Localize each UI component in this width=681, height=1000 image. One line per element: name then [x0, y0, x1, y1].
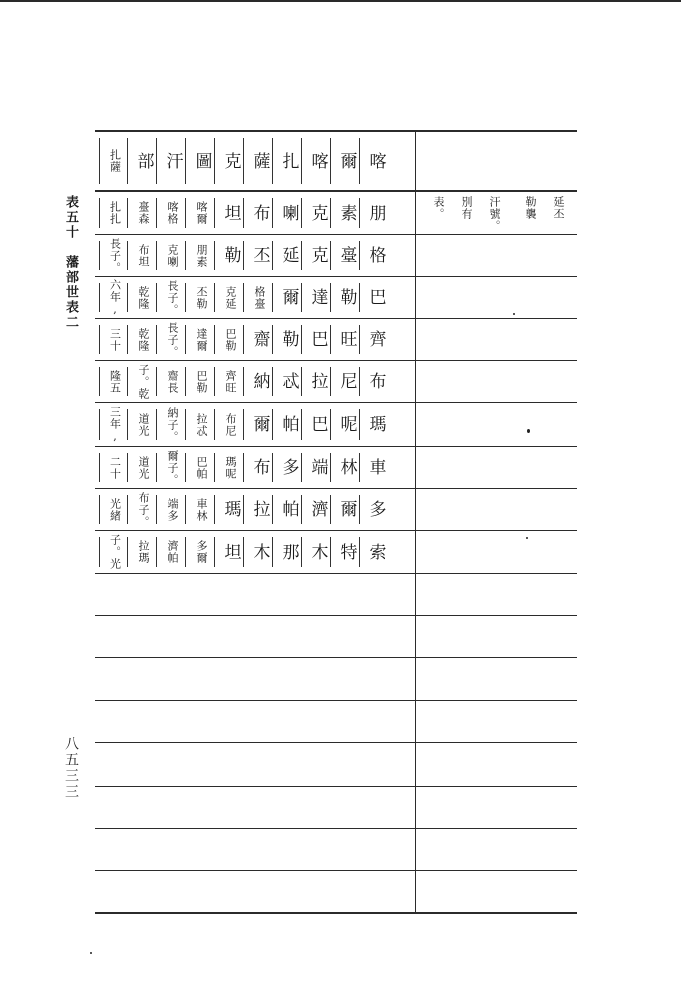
table-cell: 㙶 — [330, 235, 359, 276]
ink-speck — [527, 429, 530, 433]
row-rule — [95, 742, 577, 743]
table-cell: 乾隆 — [127, 319, 156, 360]
ink-speck — [513, 313, 515, 315]
table-cell: 布尼 — [214, 403, 243, 446]
table-cell: 爾 — [243, 403, 272, 446]
table-cell: 濟帕 — [156, 531, 185, 573]
table-cell: 喇 — [272, 192, 301, 234]
table-cell: 忒 — [272, 361, 301, 402]
table-cell: 丕 — [243, 235, 272, 276]
table-cell: 朋 — [359, 192, 388, 234]
table-row — [95, 447, 415, 488]
table-cell: 爾 — [272, 277, 301, 318]
table-cell: 特 — [330, 531, 359, 573]
table-cell: 巴 — [301, 403, 330, 446]
table-cell: 瑪 — [359, 403, 388, 446]
row-rule — [95, 828, 577, 829]
table-cell: 索 — [359, 531, 388, 573]
table-cell: 瑪呢 — [214, 447, 243, 488]
table-cell: 旺 — [330, 319, 359, 360]
table-cell: 濟 — [301, 489, 330, 530]
table-row — [95, 277, 415, 318]
table-cell: 格㙶 — [243, 277, 272, 318]
header-cell: 扎 — [272, 132, 301, 190]
header-cell: 喀 — [359, 132, 388, 190]
table-cell: 克喇 — [156, 235, 185, 276]
header-cell: 克 — [214, 132, 243, 190]
header-row — [95, 132, 415, 190]
right-note: 別有 — [460, 196, 473, 220]
table-cell: 三年, — [99, 403, 127, 446]
table-cell: 那 — [272, 531, 301, 573]
table-cell: 納 — [243, 361, 272, 402]
table-cell: 朋素 — [185, 235, 214, 276]
table-cell: 齋長 — [156, 361, 185, 402]
table-row — [95, 403, 415, 446]
table-cell: 帕 — [272, 403, 301, 446]
margin-title: 表五十 藩部世表二 — [63, 195, 78, 330]
header-cell: 扎薩 — [99, 132, 127, 190]
table-cell: 多 — [359, 489, 388, 530]
table-row — [95, 531, 415, 573]
ink-speck — [90, 952, 92, 954]
table-cell: 達 — [301, 277, 330, 318]
table-cell: 素 — [330, 192, 359, 234]
table-cell: 車 — [359, 447, 388, 488]
table-cell: 長子。 — [99, 235, 127, 276]
table-cell: 坦 — [214, 531, 243, 573]
table-cell: 勒 — [214, 235, 243, 276]
header-cell: 薩 — [243, 132, 272, 190]
table-cell: 道光 — [127, 403, 156, 446]
table-row — [95, 235, 415, 276]
ink-speck — [526, 537, 528, 539]
table-cell: 齋 — [243, 319, 272, 360]
table-cell: 車林 — [185, 489, 214, 530]
table-cell: 巴勒 — [214, 319, 243, 360]
page-number: 八五三三 — [63, 736, 79, 800]
table-cell: 勒 — [272, 319, 301, 360]
header-cell: 爾 — [330, 132, 359, 190]
table-cell: 端多 — [156, 489, 185, 530]
table-cell: 帕 — [272, 489, 301, 530]
table-cell: 巴帕 — [185, 447, 214, 488]
table-cell: 子。乾 — [127, 361, 156, 402]
table-cell: 尼 — [330, 361, 359, 402]
table-cell: 布 — [243, 192, 272, 234]
header-cell: 圖 — [185, 132, 214, 190]
table-row — [95, 319, 415, 360]
table-cell: 拉忒 — [185, 403, 214, 446]
table-cell: 拉瑪 — [127, 531, 156, 573]
table-cell: 木 — [301, 531, 330, 573]
table-cell: 六年, — [99, 277, 127, 318]
right-note: 勒襲 — [524, 196, 537, 220]
table-cell: 爾 — [330, 489, 359, 530]
table-cell: 巴勒 — [185, 361, 214, 402]
section-divider — [415, 130, 416, 912]
table-cell: 長子。 — [156, 319, 185, 360]
header-cell: 喀 — [301, 132, 330, 190]
table-cell: 乾隆 — [127, 277, 156, 318]
table-cell: 克 — [301, 235, 330, 276]
table-cell: 㙶森 — [127, 192, 156, 234]
table-cell: 勒 — [330, 277, 359, 318]
table-cell: 瑪 — [214, 489, 243, 530]
right-note: 表。 — [432, 196, 445, 220]
table-cell: 布 — [243, 447, 272, 488]
table-cell: 坦 — [214, 192, 243, 234]
table-cell: 扎扎 — [99, 192, 127, 234]
table-cell: 多 — [272, 447, 301, 488]
table-bottom-rule — [95, 912, 577, 914]
table-cell: 延 — [272, 235, 301, 276]
table-cell: 光緒 — [99, 489, 127, 530]
table-cell: 克延 — [214, 277, 243, 318]
table-cell: 呢 — [330, 403, 359, 446]
table-cell: 齊 — [359, 319, 388, 360]
table-cell: 格 — [359, 235, 388, 276]
table-cell: 齊旺 — [214, 361, 243, 402]
row-rule — [95, 700, 577, 701]
table-cell: 布 — [359, 361, 388, 402]
table-cell: 二十 — [99, 447, 127, 488]
table-cell: 克 — [301, 192, 330, 234]
table-row — [95, 192, 415, 234]
table-cell: 巴 — [359, 277, 388, 318]
row-rule — [95, 573, 577, 574]
table-cell: 布坦 — [127, 235, 156, 276]
table-cell: 隆五 — [99, 361, 127, 402]
row-rule — [95, 657, 577, 658]
table-cell: 布子。 — [127, 489, 156, 530]
table-cell: 達爾 — [185, 319, 214, 360]
table-cell: 道光 — [127, 447, 156, 488]
right-note: 延丕 — [552, 196, 565, 220]
table-cell: 丕勒 — [185, 277, 214, 318]
table-cell: 喀爾 — [185, 192, 214, 234]
table-cell: 拉 — [243, 489, 272, 530]
header-cell: 汗 — [156, 132, 185, 190]
row-rule — [95, 786, 577, 787]
header-cell: 部 — [127, 132, 156, 190]
table-row — [95, 361, 415, 402]
row-rule — [95, 870, 577, 871]
table-cell: 長子。 — [156, 277, 185, 318]
right-note: 汗號。 — [488, 196, 501, 232]
table-cell: 喀格 — [156, 192, 185, 234]
table-cell: 納子。 — [156, 403, 185, 446]
table-cell: 林 — [330, 447, 359, 488]
table-cell: 三十 — [99, 319, 127, 360]
table-row — [95, 489, 415, 530]
table-cell: 巴 — [301, 319, 330, 360]
table-cell: 多爾 — [185, 531, 214, 573]
table-cell: 端 — [301, 447, 330, 488]
table-cell: 子。光 — [99, 531, 127, 573]
row-rule — [95, 615, 577, 616]
table-cell: 拉 — [301, 361, 330, 402]
table-cell: 爾子。 — [156, 447, 185, 488]
page-top-edge — [0, 0, 681, 2]
table-cell: 木 — [243, 531, 272, 573]
